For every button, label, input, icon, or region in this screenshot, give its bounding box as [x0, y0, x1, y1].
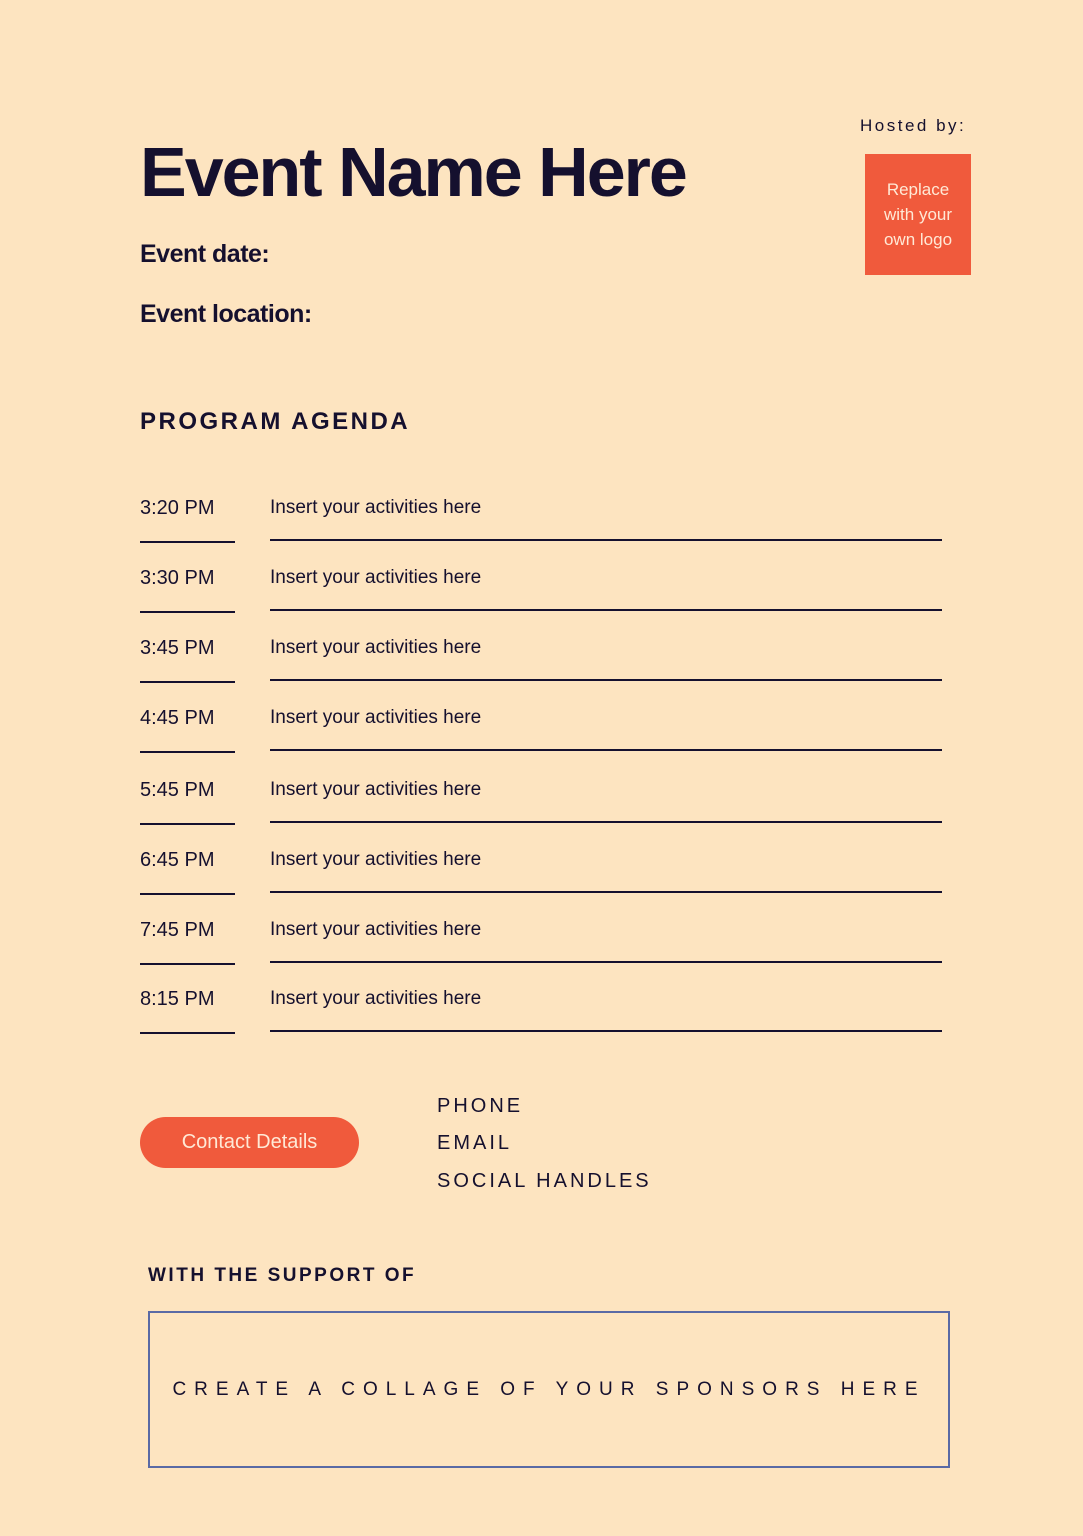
- time-underline: [140, 541, 235, 543]
- activity-underline: [270, 609, 942, 611]
- activity-underline: [270, 961, 942, 963]
- sponsor-collage-box: [148, 1311, 950, 1468]
- agenda-activity: Insert your activities here: [270, 779, 482, 800]
- agenda-time: 3:20 PM: [140, 497, 215, 519]
- logo-placeholder-text: Replace with your own logo: [883, 180, 953, 249]
- agenda-activity: Insert your activities here: [270, 919, 482, 940]
- event-title: Event Name Here: [140, 133, 686, 211]
- support-heading: WITH THE SUPPORT OF: [148, 1265, 417, 1286]
- time-underline: [140, 893, 235, 895]
- agenda-row: [0, 988, 1083, 1048]
- agenda-activity: Insert your activities here: [270, 497, 482, 518]
- activity-underline: [270, 679, 942, 681]
- agenda-heading: PROGRAM AGENDA: [140, 408, 411, 435]
- contact-details-button[interactable]: Contact Details: [140, 1117, 359, 1168]
- sponsor-placeholder-text: CREATE A COLLAGE OF YOUR SPONSORS HERE: [172, 1378, 926, 1400]
- activity-underline: [270, 821, 942, 823]
- agenda-time: 6:45 PM: [140, 849, 215, 871]
- agenda-activity: Insert your activities here: [270, 567, 482, 588]
- activity-underline: [270, 1030, 942, 1032]
- agenda-row: [0, 567, 1083, 627]
- agenda-activity: Insert your activities here: [270, 707, 482, 728]
- agenda-row: [0, 849, 1083, 909]
- agenda-row: [0, 637, 1083, 697]
- time-underline: [140, 823, 235, 825]
- agenda-time: 5:45 PM: [140, 779, 215, 801]
- agenda-row: [0, 779, 1083, 839]
- activity-underline: [270, 749, 942, 751]
- activity-underline: [270, 891, 942, 893]
- activity-underline: [270, 539, 942, 541]
- time-underline: [140, 681, 235, 683]
- agenda-time: 8:15 PM: [140, 988, 215, 1010]
- agenda-time: 3:30 PM: [140, 567, 215, 589]
- agenda-row: [0, 919, 1083, 979]
- contact-social-handles: SOCIAL HANDLES: [437, 1170, 652, 1192]
- time-underline: [140, 751, 235, 753]
- agenda-row: [0, 707, 1083, 767]
- time-underline: [140, 611, 235, 613]
- contact-phone: PHONE: [437, 1095, 524, 1117]
- event-location-label: Event location:: [140, 300, 312, 328]
- agenda-time: 4:45 PM: [140, 707, 215, 729]
- logo-placeholder: [865, 154, 971, 275]
- agenda-activity: Insert your activities here: [270, 637, 482, 658]
- contact-email: EMAIL: [437, 1132, 513, 1154]
- time-underline: [140, 963, 235, 965]
- agenda-time: 3:45 PM: [140, 637, 215, 659]
- time-underline: [140, 1032, 235, 1034]
- agenda-row: [0, 497, 1083, 557]
- event-date-label: Event date:: [140, 240, 270, 268]
- agenda-activity: Insert your activities here: [270, 849, 482, 870]
- agenda-activity: Insert your activities here: [270, 988, 482, 1009]
- agenda-time: 7:45 PM: [140, 919, 215, 941]
- hosted-by-label: Hosted by:: [860, 116, 967, 135]
